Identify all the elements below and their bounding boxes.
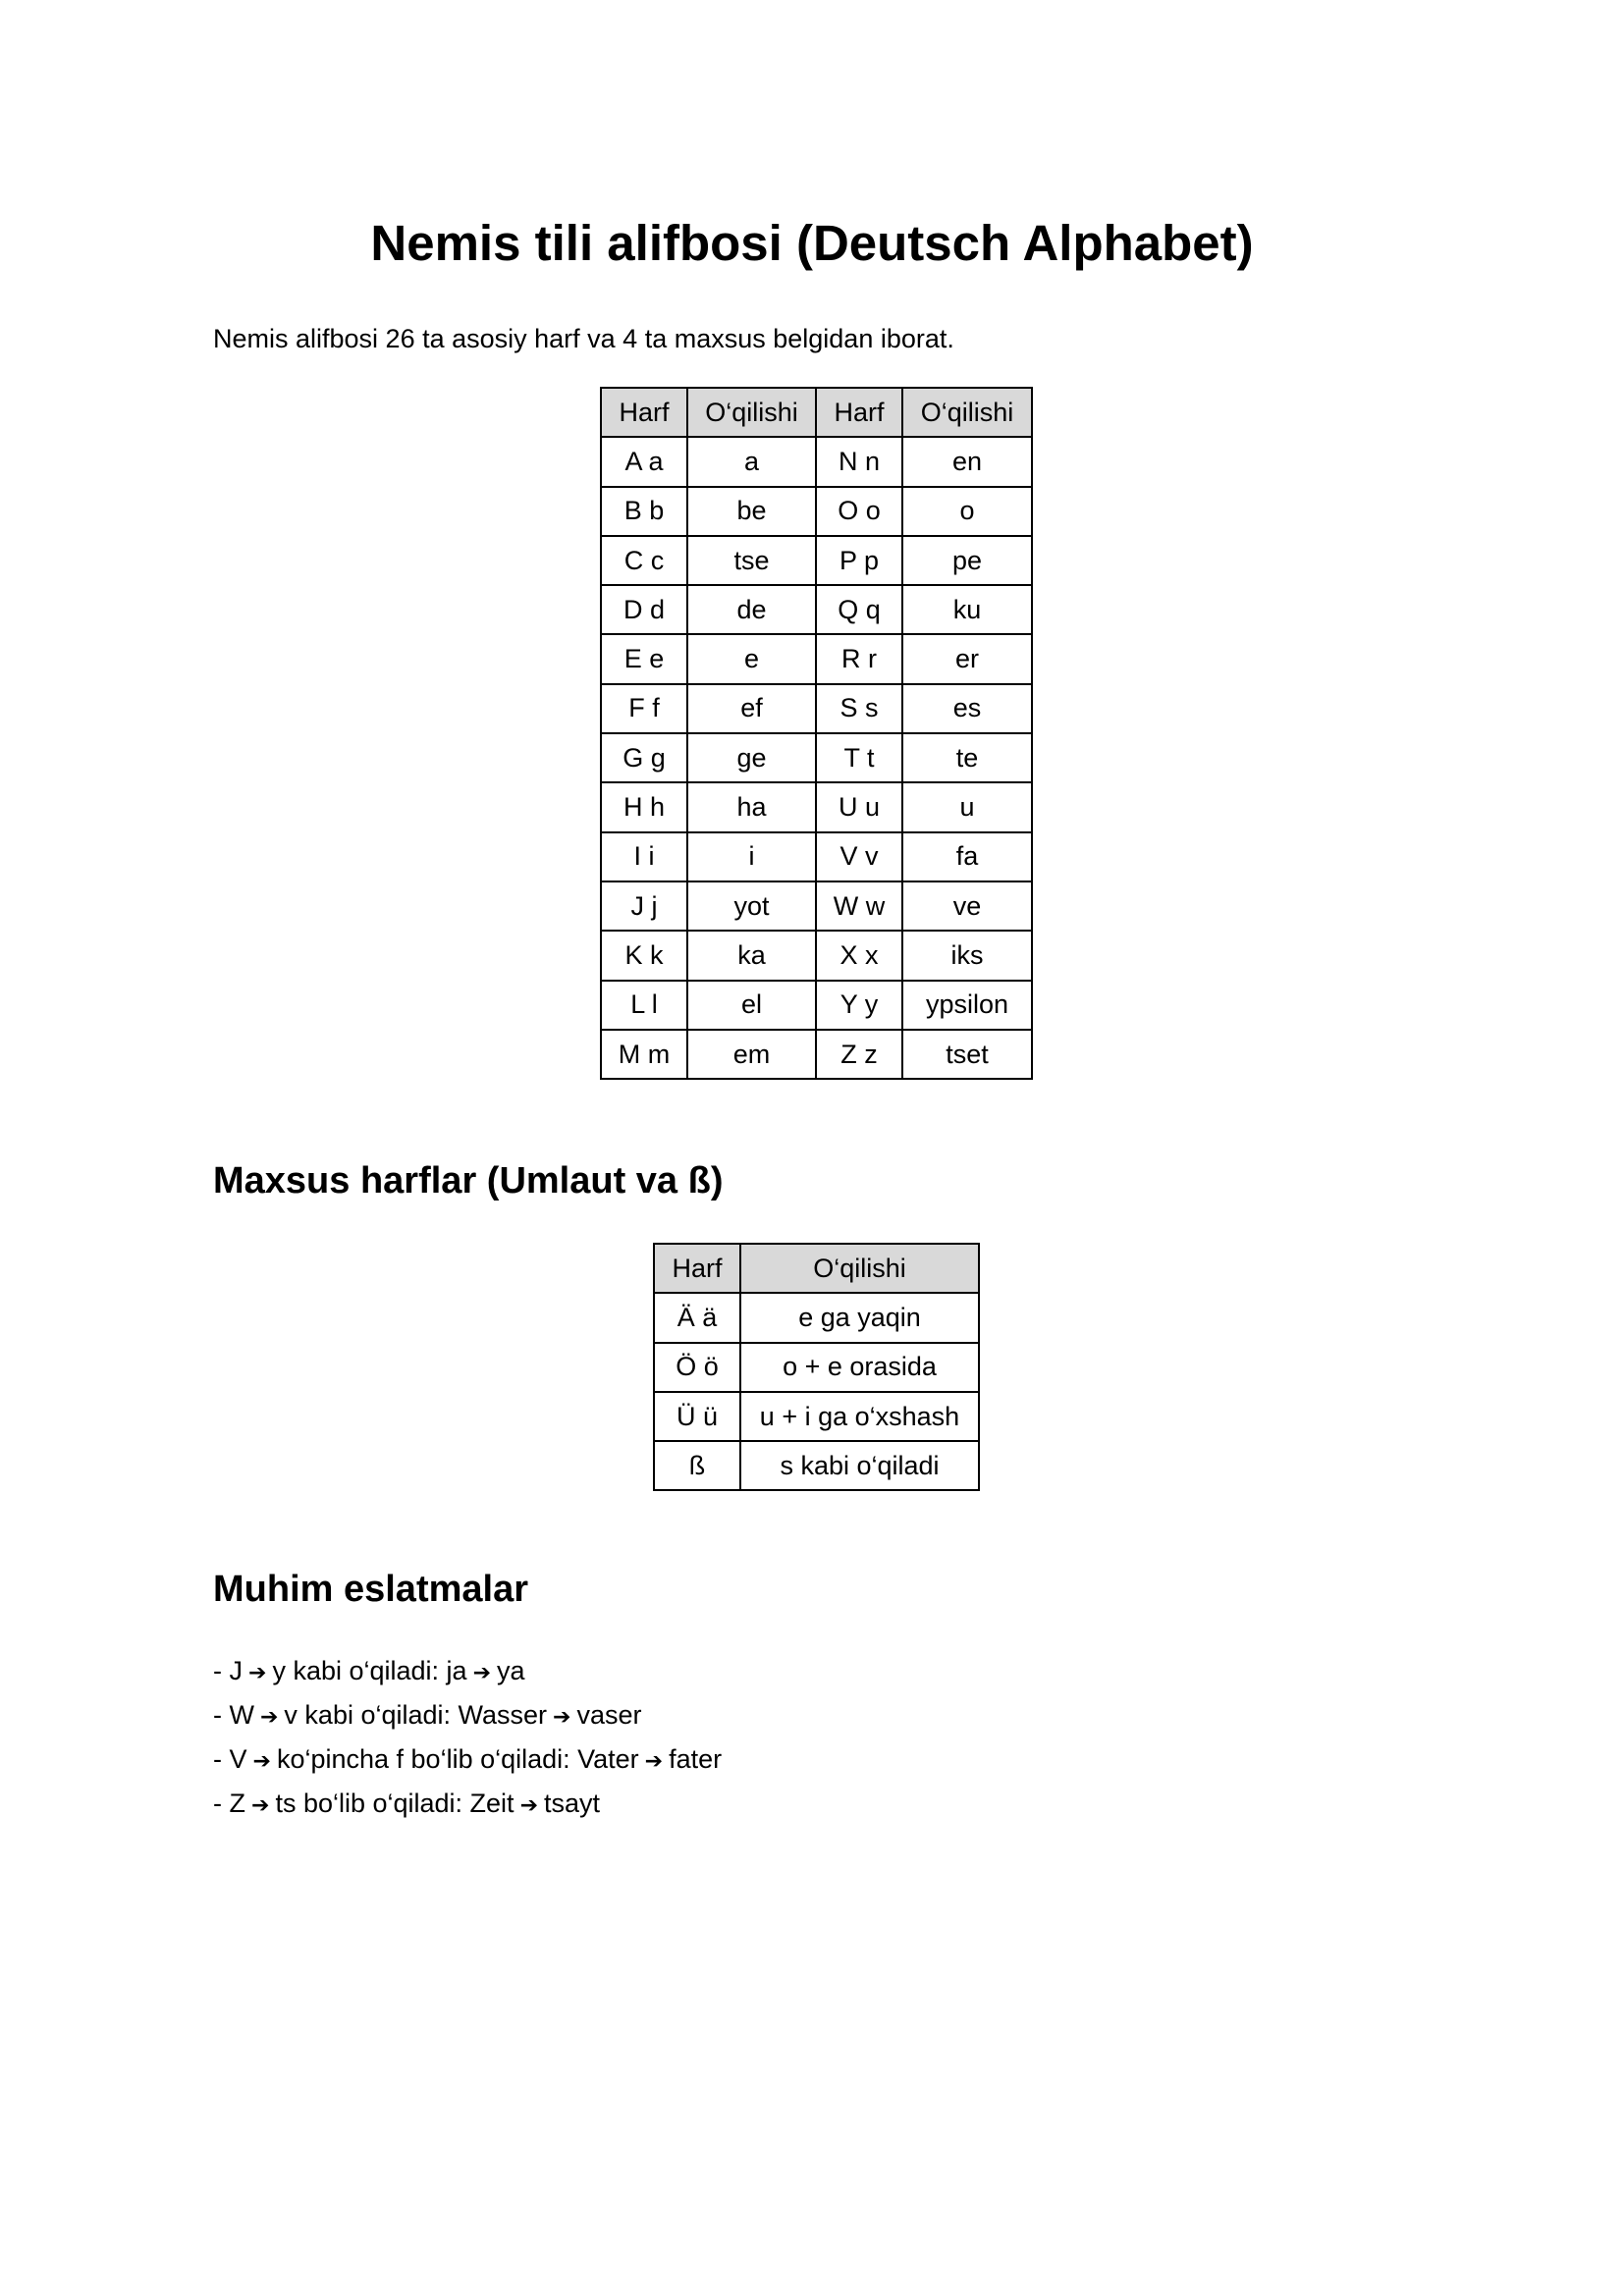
table-cell: pe [902,536,1032,585]
table-cell: P p [816,536,902,585]
intro-text: Nemis alifbosi 26 ta asosiy harf va 4 ta maxsus belgidan iborat. [213,324,954,353]
right-arrow-icon: ➔ [251,1792,270,1817]
table-row [601,487,1032,536]
table-row [601,832,1032,881]
right-arrow-icon: ➔ [472,1660,491,1684]
column-header: Harf [816,388,902,437]
table-cell: K k [601,931,687,980]
table-header-row [654,1244,979,1293]
table-cell: Q q [816,585,902,634]
table-cell: S s [816,684,902,733]
column-header: O‘qilishi [902,388,1032,437]
table-cell: ef [687,684,816,733]
table-cell: I i [601,832,687,881]
table-cell: u [902,782,1032,831]
table-row [601,437,1032,486]
table-header-row [601,388,1032,437]
table-cell: tset [902,1030,1032,1079]
table-cell: o [902,487,1032,536]
table-cell: O o [816,487,902,536]
alphabet-table [600,387,1033,1080]
table-cell: ß [654,1441,740,1490]
table-cell: de [687,585,816,634]
table-row [601,1030,1032,1079]
table-cell: tse [687,536,816,585]
table-row [601,981,1032,1030]
table-cell: B b [601,487,687,536]
table-cell: be [687,487,816,536]
column-header: O‘qilishi [687,388,816,437]
page-title: Nemis tili alifbosi (Deutsch Alphabet) [370,215,1254,271]
table-cell: C c [601,536,687,585]
table-cell: E e [601,634,687,683]
table-cell: Ä ä [654,1293,740,1342]
note-letter: - J [213,1656,243,1685]
note-text: v kabi o‘qiladi: Wasser [284,1700,548,1730]
table-cell: T t [816,733,902,782]
note-text: y kabi o‘qiladi: ja [272,1656,467,1685]
note-item [213,1743,722,1788]
table-cell: U u [816,782,902,831]
table-row [654,1441,979,1490]
note-item [213,1699,722,1743]
special-letters-heading: Maxsus harflar (Umlaut va ß) [213,1160,724,1201]
table-cell: V v [816,832,902,881]
notes-list [213,1655,722,1832]
table-cell: el [687,981,816,1030]
table-cell: ve [902,881,1032,931]
right-arrow-icon: ➔ [519,1792,538,1817]
table-row [601,881,1032,931]
table-cell: R r [816,634,902,683]
table-cell: a [687,437,816,486]
table-cell: yot [687,881,816,931]
table-cell: Z z [816,1030,902,1079]
table-cell: u + i ga o‘xshash [740,1392,979,1441]
table-cell: iks [902,931,1032,980]
right-arrow-icon: ➔ [252,1748,271,1773]
table-cell: Ü ü [654,1392,740,1441]
table-cell: e ga yaqin [740,1293,979,1342]
note-letter: - V [213,1744,247,1774]
table-cell: L l [601,981,687,1030]
table-cell: ka [687,931,816,980]
note-item [213,1788,722,1832]
table-cell: F f [601,684,687,733]
table-cell: te [902,733,1032,782]
table-cell: W w [816,881,902,931]
table-cell: o + e orasida [740,1343,979,1392]
note-result: tsayt [544,1789,601,1818]
table-row [601,733,1032,782]
note-letter: - W [213,1700,254,1730]
column-header: O‘qilishi [740,1244,979,1293]
right-arrow-icon: ➔ [644,1748,664,1773]
table-cell: es [902,684,1032,733]
table-cell: J j [601,881,687,931]
note-letter: - Z [213,1789,245,1818]
table-cell: en [902,437,1032,486]
table-cell: D d [601,585,687,634]
table-cell: A a [601,437,687,486]
table-cell: Y y [816,981,902,1030]
table-cell: e [687,634,816,683]
table-cell: N n [816,437,902,486]
note-result: ya [497,1656,525,1685]
table-cell: er [902,634,1032,683]
table-cell: ha [687,782,816,831]
table-row [654,1293,979,1342]
table-row [654,1392,979,1441]
table-cell: M m [601,1030,687,1079]
table-cell: em [687,1030,816,1079]
table-row [601,634,1032,683]
right-arrow-icon: ➔ [248,1660,267,1684]
table-cell: G g [601,733,687,782]
note-result: fater [669,1744,723,1774]
table-row [654,1343,979,1392]
right-arrow-icon: ➔ [553,1704,571,1729]
table-cell: ku [902,585,1032,634]
column-header: Harf [601,388,687,437]
column-header: Harf [654,1244,740,1293]
note-result: vaser [576,1700,642,1730]
table-row [601,536,1032,585]
table-cell: H h [601,782,687,831]
table-cell: i [687,832,816,881]
table-row [601,931,1032,980]
table-cell: fa [902,832,1032,881]
note-text: ts bo‘lib o‘qiladi: Zeit [275,1789,514,1818]
note-item [213,1655,722,1699]
table-cell: X x [816,931,902,980]
table-row [601,684,1032,733]
note-text: ko‘pincha f bo‘lib o‘qiladi: Vater [276,1744,639,1774]
table-row [601,585,1032,634]
table-cell: ge [687,733,816,782]
table-row [601,782,1032,831]
notes-heading: Muhim eslatmalar [213,1569,528,1610]
table-cell: s kabi o‘qiladi [740,1441,979,1490]
special-letters-table [653,1243,980,1491]
table-cell: Ö ö [654,1343,740,1392]
table-cell: ypsilon [902,981,1032,1030]
right-arrow-icon: ➔ [259,1704,279,1729]
